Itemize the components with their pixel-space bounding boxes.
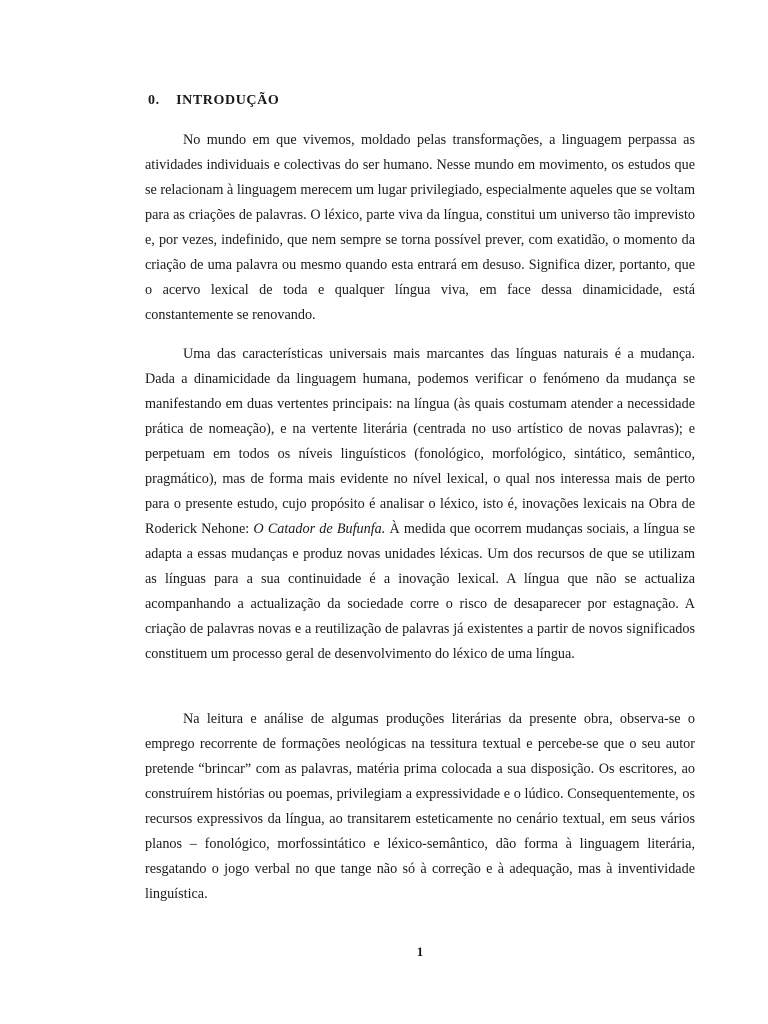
paragraph-2 xyxy=(145,342,695,667)
paragraph-2-text xyxy=(145,342,695,667)
section-heading xyxy=(148,93,279,109)
section-number: 0. xyxy=(148,93,160,108)
paragraph-3 xyxy=(145,707,695,907)
work-title: O Catador de Bufunfa. xyxy=(253,521,386,537)
paragraph-2-text-start: Uma das características universais mais marcantes das línguas naturais é a mudança. Dada a dinamicidade da linguagem humana, podemos verificar o fenómeno da mudança se manifestando em duas vertentes principais: na língua (às quais costumam atender a necessidade prática de nomeação), e na vertente literária (centrada no uso artístico de novas palavras); e perpetuam em todos os níveis linguísticos (fonológico, morfológico, sintático, semântico, pragmático), mas de forma mais evidente no nível lexical, o qual nos interessa mais de perto para o presente estudo, cujo propósito é analisar o léxico, isto é, inovações lexicais na Obra de Roderick Nehone: xyxy=(145,346,695,537)
paragraph-3-text: Na leitura e análise de algumas produções literárias da presente obra, observa-se o emprego recorrente de formações neológicas na tessitura textual e percebe-se que o seu autor pretende “brincar” com as palavras, matéria prima colocada a sua disposição. Os escritores, ao construírem histórias ou poemas, privilegiam a expressividade e o lúdico. Consequentemente, os recursos expressivos da língua, ao transitarem esteticamente no cenário textual, em seus vários planos – fonológico, morfossintático e léxico-semântico, dão forma à linguagem literária, resgatando o jogo verbal no que tange não só à correção e à adequação, mas à inventividade linguística. xyxy=(145,711,695,902)
section-title: INTRODUÇÃO xyxy=(176,93,280,108)
paragraph-1 xyxy=(145,128,695,328)
paragraph-1-text: No mundo em que vivemos, moldado pelas transformações, a linguagem perpassa as atividades individuais e colectivas do ser humano. Nesse mundo em movimento, os estudos que se relacionam à linguagem merecem um lugar privilegiado, especialmente aqueles que se voltam para as criações de palavras. O léxico, parte viva da língua, constitui um universo tão imprevisto e, por vezes, indefinido, que nem sempre se torna possível prever, com exatidão, o momento da criação de uma palavra ou mesmo quando esta entrará em desuso. Significa dizer, portanto, que o acervo lexical de toda e qualquer língua viva, em face dessa dinamicidade, está constantemente se renovando. xyxy=(145,132,695,323)
page-number: 1 xyxy=(416,944,424,959)
paragraph-2-text-end: À medida que ocorrem mudanças sociais, a língua se adapta a essas mudanças e produz novas unidades léxicas. Um dos recursos de que se utilizam as línguas para a sua continuidade é a inovação lexical. A língua que não se actualiza acompanhando a actualização da sociedade corre o risco de desaparecer por estagnação. A criação de palavras novas e a reutilização de palavras já existentes a partir de novos significados constituem um processo geral de desenvolvimento do léxico de uma língua. xyxy=(145,521,695,662)
